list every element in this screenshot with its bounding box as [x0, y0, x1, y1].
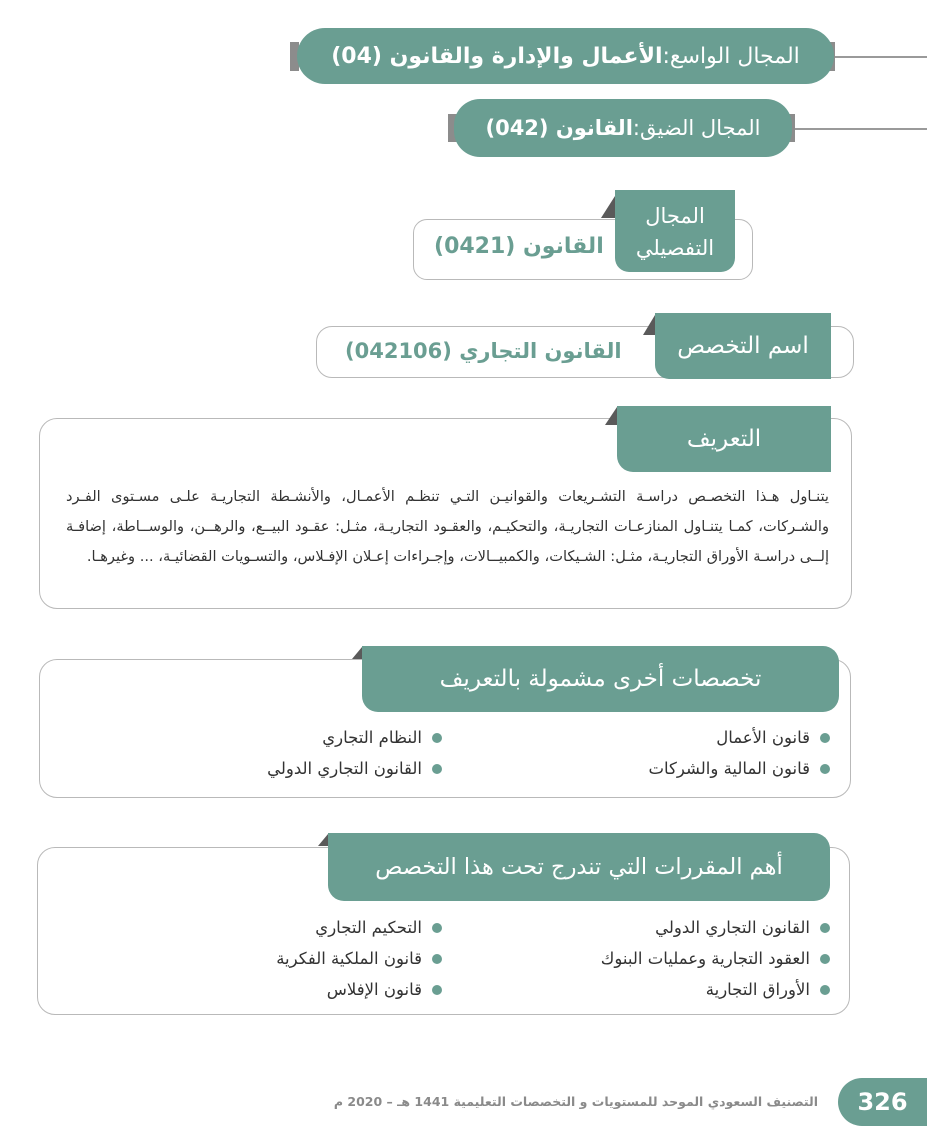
- narrow-field-value: القانون (042): [485, 116, 633, 140]
- list-item-text: قانون الإفلاس: [326, 980, 422, 999]
- specialization-tab: اسم التخصص: [655, 313, 831, 379]
- other-specializations-list-left: [130, 722, 442, 784]
- bullet-icon: [820, 985, 830, 995]
- footer-text: التصنيف السعودي الموحد للمستويات و التخصصات التعليمية 1441 هـ – 2020 م: [333, 1094, 818, 1109]
- bullet-icon: [820, 923, 830, 933]
- list-item: [130, 722, 442, 753]
- list-item: [520, 912, 830, 943]
- other-tab-notch: [352, 647, 362, 659]
- list-item: [130, 974, 442, 1005]
- detailed-field-label-line2: التفصيلي: [635, 236, 715, 260]
- list-item-text: التحكيم التجاري: [315, 918, 422, 937]
- bullet-icon: [432, 923, 442, 933]
- bullet-icon: [820, 733, 830, 743]
- bullet-icon: [432, 954, 442, 964]
- list-item-text: قانون المالية والشركات: [648, 759, 810, 778]
- courses-heading: أهم المقررات التي تندرج تحت هذا التخصص: [328, 833, 830, 901]
- other-specializations-list-right: [520, 722, 830, 784]
- list-item-text: الأوراق التجارية: [705, 980, 810, 999]
- detailed-tab-notch: [601, 196, 615, 218]
- definition-tab-notch: [605, 407, 617, 425]
- list-item: [520, 943, 830, 974]
- bullet-icon: [432, 733, 442, 743]
- bullet-icon: [432, 764, 442, 774]
- courses-list-right: [520, 912, 830, 1005]
- detailed-field-tab: [615, 190, 735, 272]
- bullet-icon: [820, 764, 830, 774]
- other-specializations-heading: تخصصات أخرى مشمولة بالتعريف: [362, 646, 839, 712]
- list-item: [130, 912, 442, 943]
- bullet-icon: [432, 985, 442, 995]
- list-item: [520, 974, 830, 1005]
- list-item-text: قانون الأعمال: [716, 728, 810, 747]
- specialization-tab-notch: [643, 315, 655, 335]
- detailed-field-label-line1: المجال: [645, 204, 705, 228]
- list-item-text: قانون الملكية الفكرية: [276, 949, 422, 968]
- courses-list-left: [130, 912, 442, 1005]
- list-item: [130, 943, 442, 974]
- definition-heading: التعريف: [617, 406, 831, 472]
- broad-connector-line: [834, 56, 927, 58]
- narrow-field-pill: [454, 99, 792, 157]
- list-item-text: النظام التجاري: [322, 728, 422, 747]
- list-item-text: القانون التجاري الدولي: [655, 918, 810, 937]
- list-item: [130, 753, 442, 784]
- specialization-value: القانون التجاري (042106): [345, 339, 622, 363]
- broad-field-pill: [297, 28, 834, 84]
- courses-tab-notch: [318, 834, 328, 846]
- broad-field-value: الأعمال والإدارة والقانون (04): [331, 43, 663, 69]
- narrow-field-label: المجال الضيق:: [632, 116, 761, 140]
- page-number-badge: 326: [838, 1078, 927, 1126]
- detailed-field-value: القانون (0421): [434, 234, 604, 259]
- bullet-icon: [820, 954, 830, 964]
- broad-field-label: المجال الواسع:: [662, 43, 800, 69]
- narrow-connector-line: [790, 128, 927, 130]
- list-item: [520, 753, 830, 784]
- list-item-text: القانون التجاري الدولي: [267, 759, 422, 778]
- list-item-text: العقود التجارية وعمليات البنوك: [600, 949, 810, 968]
- definition-text: يتنـاول هـذا التخصـص دراسـة التشـريعات والقوانيـن التـي تنظـم الأعمـال، والأنشـطة التجاريـة علـى مسـتوى الفـرد والشـركات، كمـا يتنـاول المنازعـات التجاريـة، والتحكيـم، والعقـود التجاريـة، مثـل: عقـود البيــع، والرهــن، والوســاطة، إضافـة إلــى دراسـة الأوراق التجاريـة، مثـل: الشـيكات، والكمبيــالات، وإجـراءات إعـلان الإفـلاس، والتسـويات القضائيـة، ... وغيرهـا.: [66, 488, 829, 565]
- list-item: [520, 722, 830, 753]
